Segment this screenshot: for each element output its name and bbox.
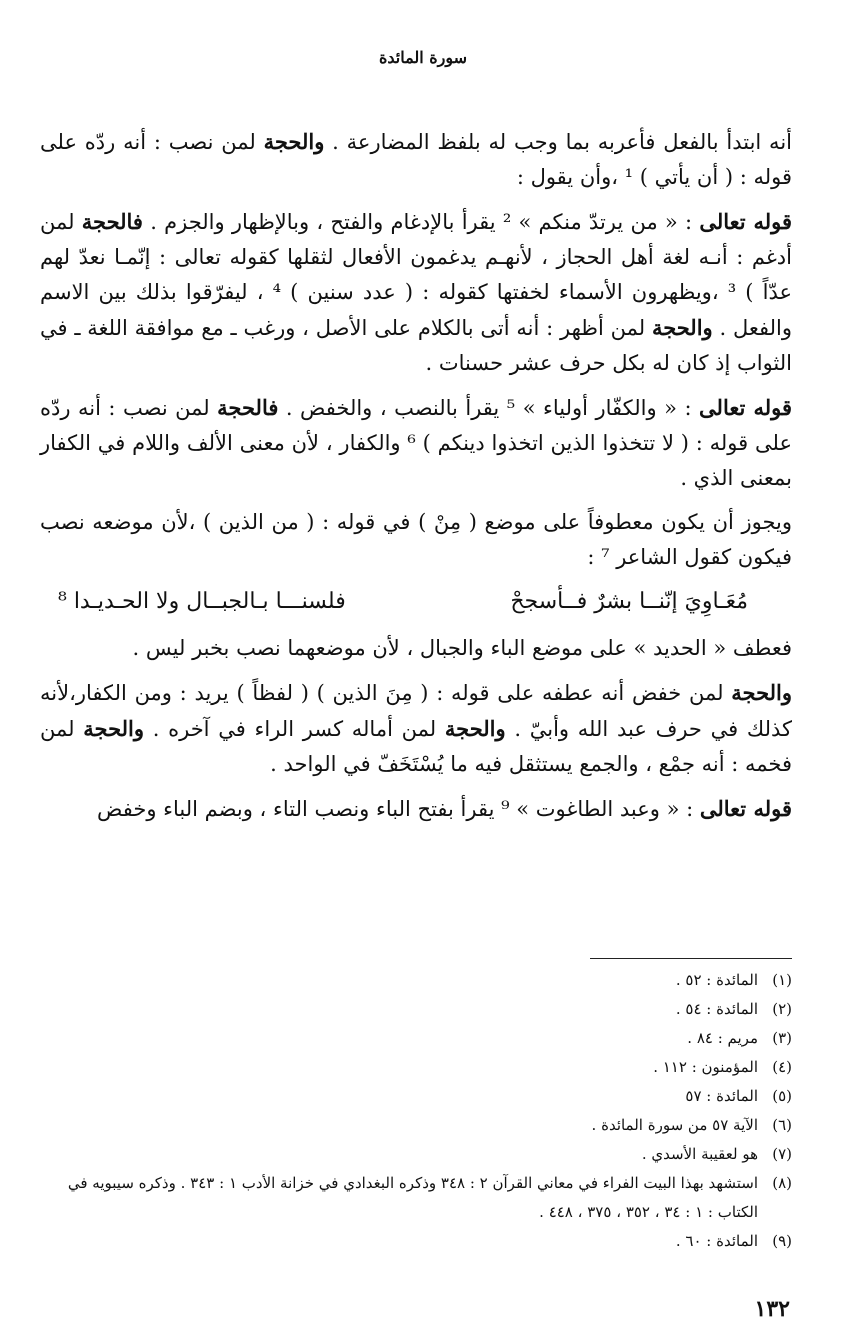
bold-term: قوله تعالى (699, 395, 792, 420)
bold-term: فالحجة (217, 395, 279, 420)
footnote (40, 1053, 792, 1082)
paragraph (40, 675, 792, 782)
paragraph (40, 631, 792, 666)
paragraphs-before (40, 124, 792, 575)
footnote-text: المائدة : ٥٤ . (675, 1000, 758, 1018)
poetry-verse (40, 584, 792, 619)
footnote (40, 1111, 792, 1140)
footnote (40, 966, 792, 995)
footnotes (40, 966, 792, 1256)
footnote-number: (٤) (772, 1058, 792, 1076)
bold-term: والحجة (731, 680, 792, 705)
text-segment: : « من يرتدّ منكم » ² يقرأ بالإدغام والفتح ، وبالإظهار والجزم . (142, 210, 700, 234)
footnote-text: الآية ٥٧ من سورة المائدة . (591, 1116, 758, 1134)
text-segment: : « والكفّار أولياء » ⁵ يقرأ بالنصب ، والخفض . (278, 396, 700, 420)
page-header: سورة المائدة (378, 48, 468, 67)
footnote-number: (٣) (772, 1029, 792, 1047)
text-segment: لمن أظهر : أنه أتى بالكلام على الأصل ، ورغب ـ مع موافقة اللغة ـ في الثواب إذ كان له بكل حرف عشر حسنات . (40, 316, 792, 375)
text-segment: لمن نصب : أنه ردّه على قوله : ( لا تتخذوا الذين اتخذوا دينكم ) ⁶ والكفار ، لأن معنى الألف واللام في الكفار بمعنى الذي . (40, 396, 792, 490)
footnote-text: المؤمنون : ١١٢ . (653, 1058, 758, 1076)
footnote-number: (٥) (772, 1087, 792, 1105)
footnote-text: المائدة : ٥٢ . (675, 971, 758, 989)
text-segment: لمن فخمه : أنه جمْع ، والجمع يستثقل فيه ما يُسْتَخَفّ في الواحد . (40, 717, 792, 776)
paragraph (40, 791, 792, 827)
footnote (40, 1024, 792, 1053)
paragraph (40, 390, 792, 496)
footnote-number: (٢) (772, 1000, 792, 1018)
verse-second-hemistich: فلسنـــا بـالجبــال ولا الحـديـدا ⁸ (58, 589, 346, 614)
footnote-number: (٧) (772, 1145, 792, 1163)
verse-first-hemistich: مُعَـاوِيَ إنّنــا بشرٌ فــأسجحْ (510, 589, 748, 614)
text-segment: لمن خفض أنه عطفه على قوله : ( مِنَ الذين ) ( لفظاً ) يريد : ومن الكفار،لأنه كذلك في حرف عبد الله وأبيّ . (40, 681, 792, 741)
text-segment: : « وعبد الطاغوت » ⁹ يقرأ بفتح الباء ونصب التاء ، وبضم الباء وخفض (97, 797, 700, 821)
footnote-number: (٦) (772, 1116, 792, 1134)
footnote-text: استشهد بهذا البيت الفراء في معاني القرآن ٢ : ٣٤٨ وذكره البغدادي في خزانة الأدب ١ : ٣٤٣ . وذكره سيبويه في الكتاب : ١ : ٣٤ ، ٣٥٢ ، ٣٧٥ ، ٤٤٨ . (67, 1174, 758, 1221)
footnote-number: (٨) (772, 1174, 792, 1192)
footnote (40, 995, 792, 1024)
footnote-text: مريم : ٨٤ . (687, 1029, 758, 1047)
footnote-divider (590, 958, 792, 959)
footnote (40, 1169, 792, 1227)
footnote (40, 1082, 792, 1111)
footnote-text: المائدة : ٥٧ (685, 1087, 758, 1105)
paragraphs-after (40, 631, 792, 827)
bold-term: والحجة (263, 129, 325, 154)
text-segment: لمن نصب : أنه ردّه على قوله : ( أن يأتي ) ¹ ،وأن يقول : (40, 130, 792, 189)
page-number: ١٣٢ (754, 1296, 790, 1322)
bold-term: قوله تعالى (699, 796, 792, 821)
bold-term: والحجة (651, 315, 713, 340)
text-segment: لمن أماله كسر الراء في آخره . (144, 717, 445, 741)
paragraph (40, 505, 792, 575)
paragraph (40, 204, 792, 381)
footnote-number: (١) (772, 971, 792, 989)
bold-term: والحجة (83, 716, 144, 741)
text-segment: ويجوز أن يكون معطوفاً على موضع ( مِنْ ) في قوله : ( من الذين ) ،لأن موضعه نصب فيكون كقول الشاعر ⁷ : (40, 510, 792, 569)
footnote-text: المائدة : ٦٠ . (675, 1232, 758, 1250)
bold-term: قوله تعالى (699, 209, 792, 234)
footnote-number: (٩) (772, 1232, 792, 1250)
bold-term: والحجة (444, 716, 506, 741)
main-text (40, 124, 792, 836)
text-segment: أنه ابتدأ بالفعل فأعربه بما وجب له بلفظ المضارعة . (324, 130, 792, 154)
footnote (40, 1140, 792, 1169)
text-segment: لمن أدغم : أنـه لغة أهل الحجاز ، لأنهـم يدغمون الأفعال لثقلها كقوله تعالى : إنّمـا نعدّ لهم عدّاً ) ³ ،ويظهرون الأسماء لخفتها كقوله : ( عدد سنين ) ⁴ ، ليفرّقوا بذلك بين الاسم والفعل . (40, 210, 792, 340)
footnote-text: هو لعقيبة الأسدي . (641, 1145, 758, 1163)
footnote (40, 1227, 792, 1256)
text-segment: فعطف « الحديد » على موضع الباء والجبال ، لأن موضعهما نصب بخبر ليس . (132, 636, 792, 660)
paragraph (40, 124, 792, 195)
bold-term: فالحجة (81, 209, 143, 234)
